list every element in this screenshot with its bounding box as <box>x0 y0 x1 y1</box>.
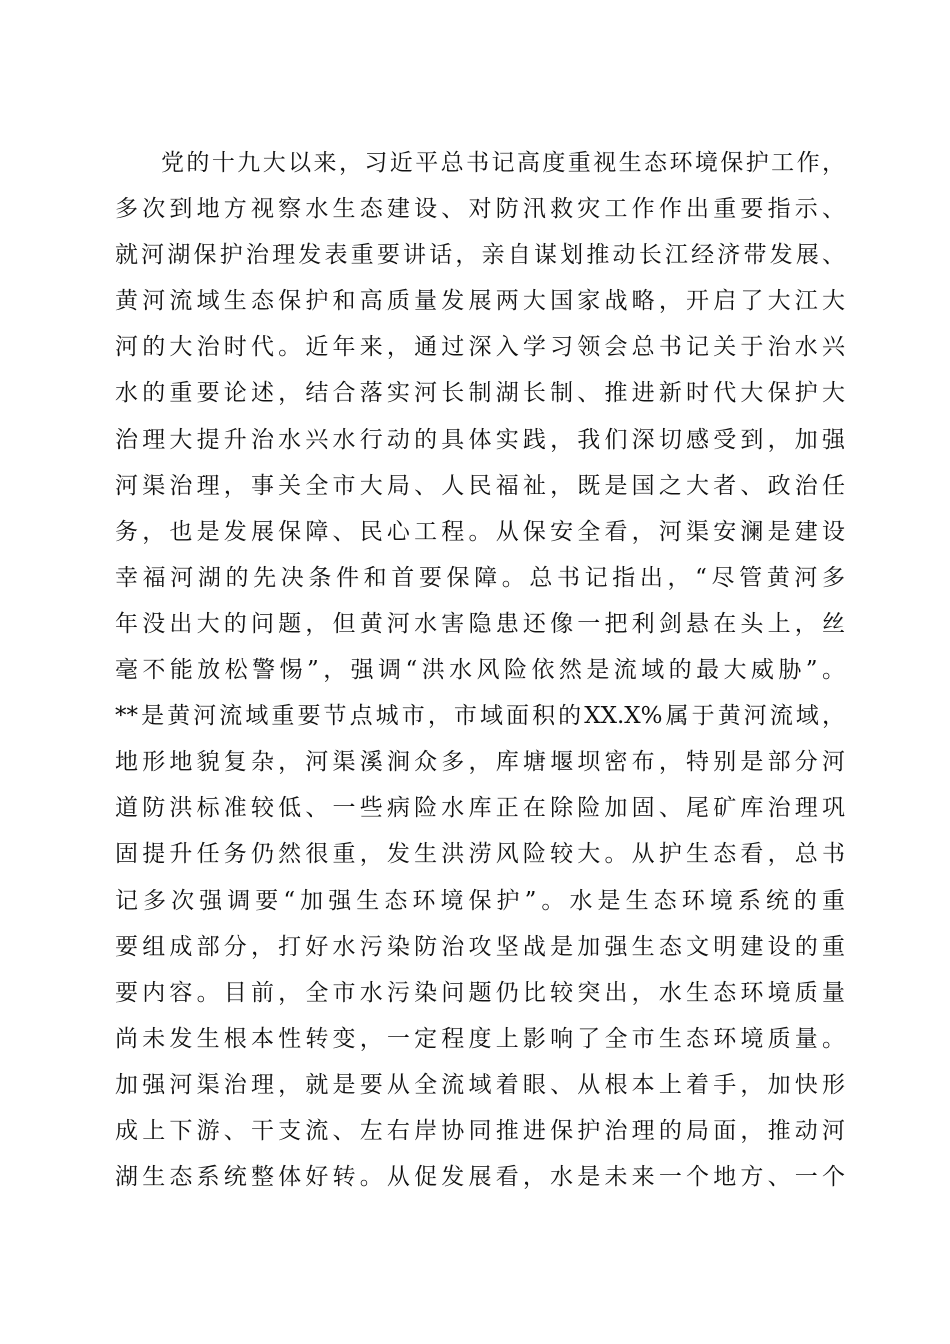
paragraph-line: 就河湖保护治理发表重要讲话，亲自谋划推动长江经济带发展、 <box>115 242 845 269</box>
paragraph-line: 要内容。目前，全市水污染问题仍比较突出，水生态环境质量 <box>115 979 845 1006</box>
paragraph-line: 地形地貌复杂，河渠溪涧众多，库塘堰坝密布，特别是部分河 <box>115 749 845 776</box>
paragraph-line: 多次到地方视察水生态建设、对防汛救灾工作作出重要指示、 <box>115 196 845 223</box>
paragraph-line: 务，也是发展保障、民心工程。从保安全看，河渠安澜是建设 <box>115 518 845 545</box>
paragraph-line: 幸福河湖的先决条件和首要保障。总书记指出，“尽管黄河多 <box>115 564 845 591</box>
paragraph-line: 加强河渠治理，就是要从全流域着眼、从根本上着手，加快形 <box>115 1071 845 1098</box>
paragraph-line: 年没出大的问题，但黄河水害隐患还像一把利剑悬在头上，丝 <box>115 610 845 637</box>
paragraph-line: **是黄河流域重要节点城市，市域面积的XX.X%属于黄河流域， <box>115 703 845 730</box>
paragraph-line: 河渠治理，事关全市大局、人民福祉，既是国之大者、政治任 <box>115 472 845 499</box>
paragraph-line: 成上下游、干支流、左右岸协同推进保护治理的局面，推动河 <box>115 1117 845 1144</box>
paragraph-line: 黄河流域生态保护和高质量发展两大国家战略，开启了大江大 <box>115 288 845 315</box>
paragraph-line: 道防洪标准较低、一些病险水库正在除险加固、尾矿库治理巩 <box>115 795 845 822</box>
paragraph-line: 湖生态系统整体好转。从促发展看，水是未来一个地方、一个 <box>115 1164 845 1191</box>
paragraph-line: 要组成部分，打好水污染防治攻坚战是加强生态文明建设的重 <box>115 933 845 960</box>
paragraph-line: 党的十九大以来，习近平总书记高度重视生态环境保护工作， <box>161 150 845 176</box>
paragraph-line: 固提升任务仍然很重，发生洪涝风险较大。从护生态看，总书 <box>115 841 845 868</box>
paragraph-line: 水的重要论述，结合落实河长制湖长制、推进新时代大保护大 <box>115 380 845 407</box>
paragraph-line: 记多次强调要“加强生态环境保护”。水是生态环境系统的重 <box>115 887 845 914</box>
paragraph-line: 河的大治时代。近年来，通过深入学习领会总书记关于治水兴 <box>115 334 845 361</box>
paragraph-line: 尚未发生根本性转变，一定程度上影响了全市生态环境质量。 <box>115 1025 845 1052</box>
paragraph-line: 毫不能放松警惕”，强调“洪水风险依然是流域的最大威胁”。 <box>115 657 845 684</box>
body-paragraph <box>115 140 845 1200</box>
paragraph-line: 治理大提升治水兴水行动的具体实践，我们深切感受到，加强 <box>115 426 845 453</box>
